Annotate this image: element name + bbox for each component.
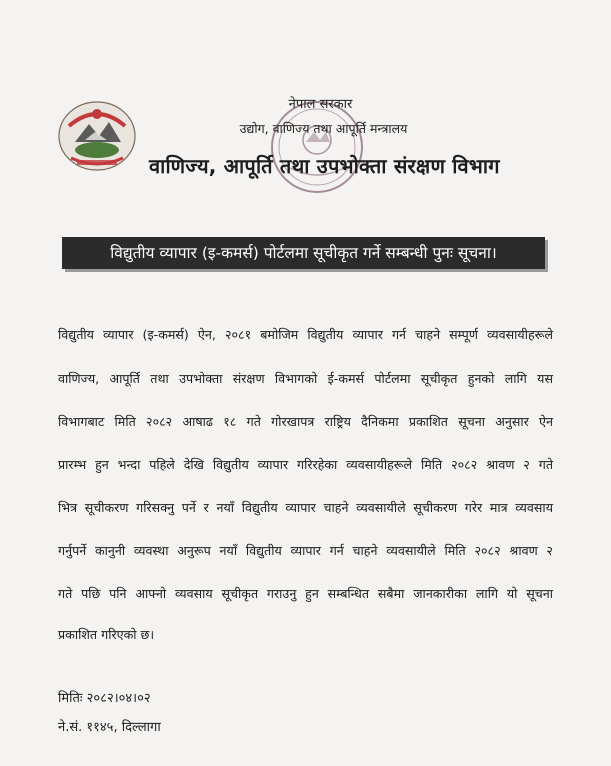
body-line: विद्युतीय व्यापार (इ-कमर्स) ऐन, २०८१ बमोजिम विद्युतीय व्यापार गर्न चाहने सम्पूर्ण व्यवसायीहरूले <box>58 327 553 342</box>
body-line: प्रारम्भ हुन भन्दा पहिले देखि विद्युतीय व्यापार गरिरहेका व्यवसायीहरूले मिति २०८२ श्रावण २ गते <box>58 457 553 472</box>
body-line: भित्र सूचीकरण गरिसक्नु पर्ने र नयाँ विद्युतीय व्यापार चाहने व्यवसायीले सूचीकरण गरेर मात्र व्यवसाय <box>58 500 553 515</box>
body-line: गर्नुपर्ने कानुनी व्यवस्था अनुरूप नयाँ विद्युतीय व्यापार गर्न चाहने व्यवसायीले मिति २०८२ श्रावण २ <box>58 543 553 558</box>
body-line: वाणिज्य, आपूर्ति तथा उपभोक्ता संरक्षण विभागको ई-कमर्स पोर्टलमा सूचीकृत हुनको लागि यस <box>58 371 553 386</box>
header-country: नेपाल सरकार <box>288 97 353 112</box>
notice-title: विद्युतीय व्यापार (इ-कमर्स) पोर्टलमा सूचीकृत गर्ने सम्बन्धी पुनः सूचना। <box>62 237 545 269</box>
body-line: गते पछि पनि आफ्नो व्यवसाय सूचीकृत गराउनु हुन सम्बन्धित सबैमा जानकारीका लागि यो सूचना <box>58 586 553 601</box>
department-stamp-seal-icon <box>268 98 366 196</box>
header-department: वाणिज्य, आपूर्ति तथा उपभोक्ता संरक्षण विभाग <box>149 154 500 178</box>
body-line: प्रकाशित गरिएको छ। <box>58 627 155 642</box>
body-line: विभागबाट मिति २०८२ आषाढ १८ गते गोरखापत्र राष्ट्रिय दैनिकमा प्रकाशित सूचना अनुसार ऐन <box>58 414 553 429</box>
footer-date: मितिः २०८२।०४।०२ <box>58 691 151 706</box>
header-ministry: उद्योग, वाणिज्य तथा आपूर्ति मन्त्रालय <box>239 121 408 136</box>
footer-nepal-sambat: ने.सं. ११४५, दिल्लागा <box>58 720 161 735</box>
